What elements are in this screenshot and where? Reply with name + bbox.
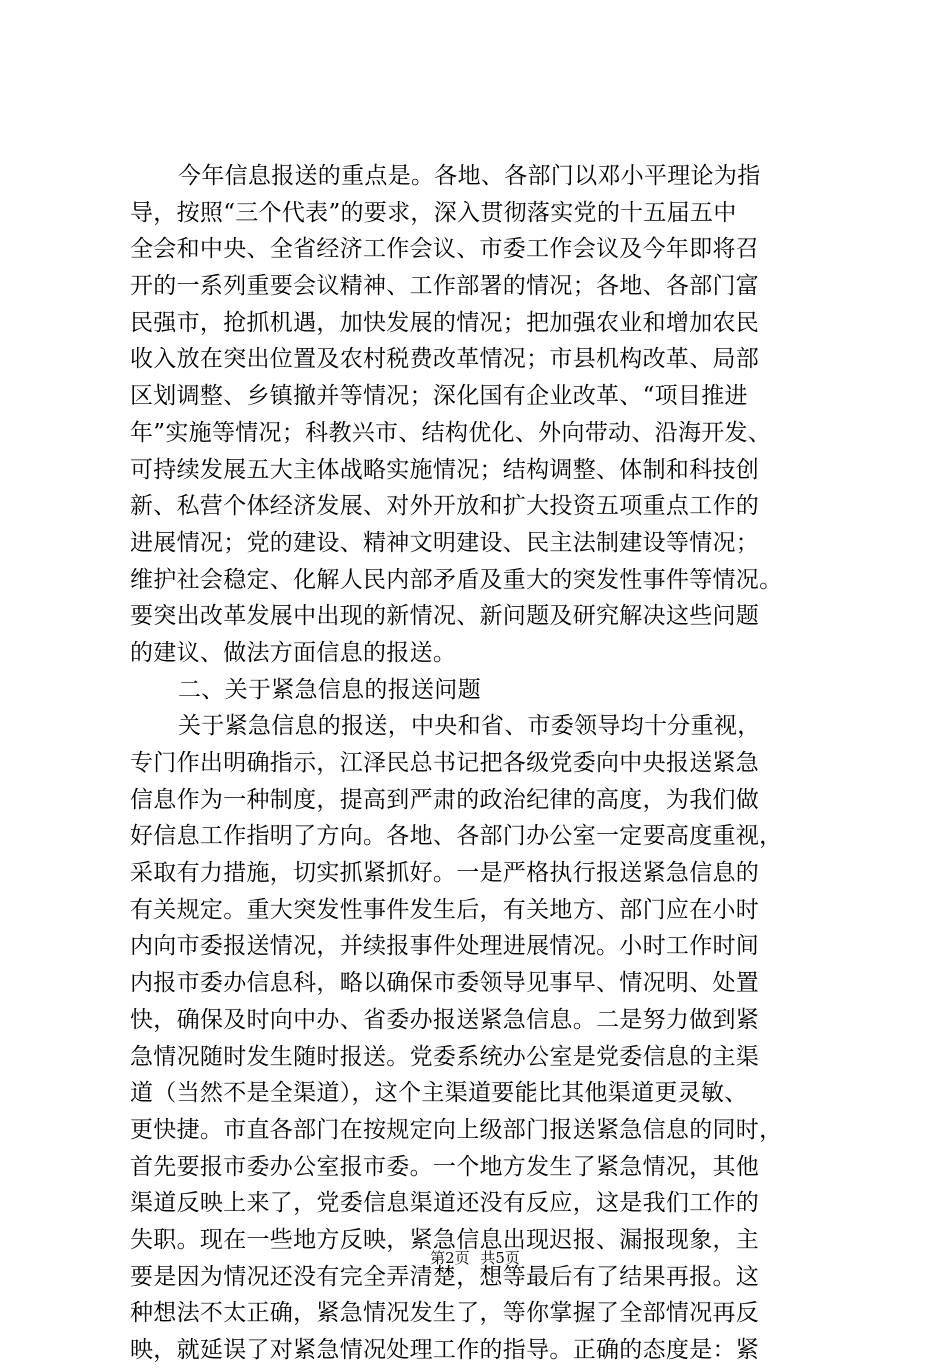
text-line: 要是因为情况还没有完全弄清楚，想等最后有了结果再报。这 [130, 1263, 760, 1290]
section-heading: 二、关于紧急信息的报送问题 [178, 676, 481, 703]
text-line: 维护社会稳定、化解人民内部矛盾及重大的突发性事件等情况。 [130, 566, 783, 593]
text-line: 信息作为一种制度，提高到严肃的政治纪律的高度，为我们做 [130, 786, 760, 813]
text-line: 导，按照“三个代表”的要求，深入贯彻落实党的十五届五中 [130, 199, 737, 226]
text-line: 内向市委报送情况，并续报事件处理进展情况。小时工作时间 [130, 933, 760, 960]
text-line: 的建议、做法方面信息的报送。 [130, 639, 457, 666]
text-line: 急情况随时发生随时报送。党委系统办公室是党委信息的主渠 [130, 1043, 760, 1070]
text-line: 采取有力措施，切实抓紧抓好。一是严格执行报送紧急信息的 [130, 860, 760, 887]
text-line: 道（当然不是全渠道），这个主渠道要能比其他渠道更灵敏、 [130, 1080, 748, 1107]
page-total: 共5页 [480, 1249, 520, 1267]
text-line: 开的一系列重要会议精神、工作部署的情况；各地、各部门富 [130, 273, 760, 300]
text-line: 全会和中央、全省经济工作会议、市委工作会议及今年即将召 [130, 236, 760, 263]
text-line: 专门作出明确指示，江泽民总书记把各级党委向中央报送紧急 [130, 750, 760, 776]
text-line: 失职。现在一些地方反映，紧急信息出现迟报、漏报现象，主 [130, 1226, 760, 1253]
text-line: 今年信息报送的重点是。各地、各部门以邓小平理论为指 [178, 163, 761, 189]
text-line: 首先要报市委办公室报市委。一个地方发生了紧急情况，其他 [130, 1153, 760, 1180]
text-line: 内报市委办信息科，略以确保市委领导见事早、情况明、处置 [130, 970, 760, 997]
text-line: 快，确保及时向中办、省委办报送紧急信息。二是努力做到紧 [130, 1006, 760, 1033]
page-number: 第2页 [430, 1249, 470, 1267]
text-line: 进展情况；党的建设、精神文明建设、民主法制建设等情况； [130, 529, 760, 556]
text-line: 区划调整、乡镇撤并等情况；深化国有企业改革、“项目推进 [130, 383, 748, 410]
text-line: 可持续发展五大主体战略实施情况；结构调整、体制和科技创 [130, 456, 760, 483]
text-line: 有关规定。重大突发性事件发生后，有关地方、部门应在小时 [130, 896, 760, 923]
text-line: 种想法不太正确，紧急情况发生了，等你掌握了全部情况再反 [130, 1300, 760, 1327]
text-line: 民强市，抢抓机遇，加快发展的情况；把加强农业和增加农民 [130, 309, 760, 336]
text-line: 好信息工作指明了方向。各地、各部门办公室一定要高度重视， [130, 823, 783, 850]
page-footer [0, 1248, 950, 1268]
text-line: 新、私营个体经济发展、对外开放和扩大投资五项重点工作的 [130, 493, 760, 520]
text-line: 要突出改革发展中出现的新情况、新问题及研究解决这些问题 [130, 603, 760, 630]
document-body [130, 158, 830, 1369]
text-line: 年”实施等情况；科教兴市、结构优化、外向带动、沿海开发、 [130, 419, 772, 446]
text-line: 更快捷。市直各部门在按规定向上级部门报送紧急信息的同时， [130, 1116, 783, 1143]
text-line: 收入放在突出位置及农村税费改革情况；市县机构改革、局部 [130, 346, 760, 373]
text-line: 关于紧急信息的报送，中央和省、市委领导均十分重视， [178, 713, 761, 740]
text-line: 映，就延误了对紧急情况处理工作的指导。正确的态度是：紧 [130, 1337, 760, 1363]
text-line: 渠道反映上来了，党委信息渠道还没有反应，这是我们工作的 [130, 1190, 760, 1217]
